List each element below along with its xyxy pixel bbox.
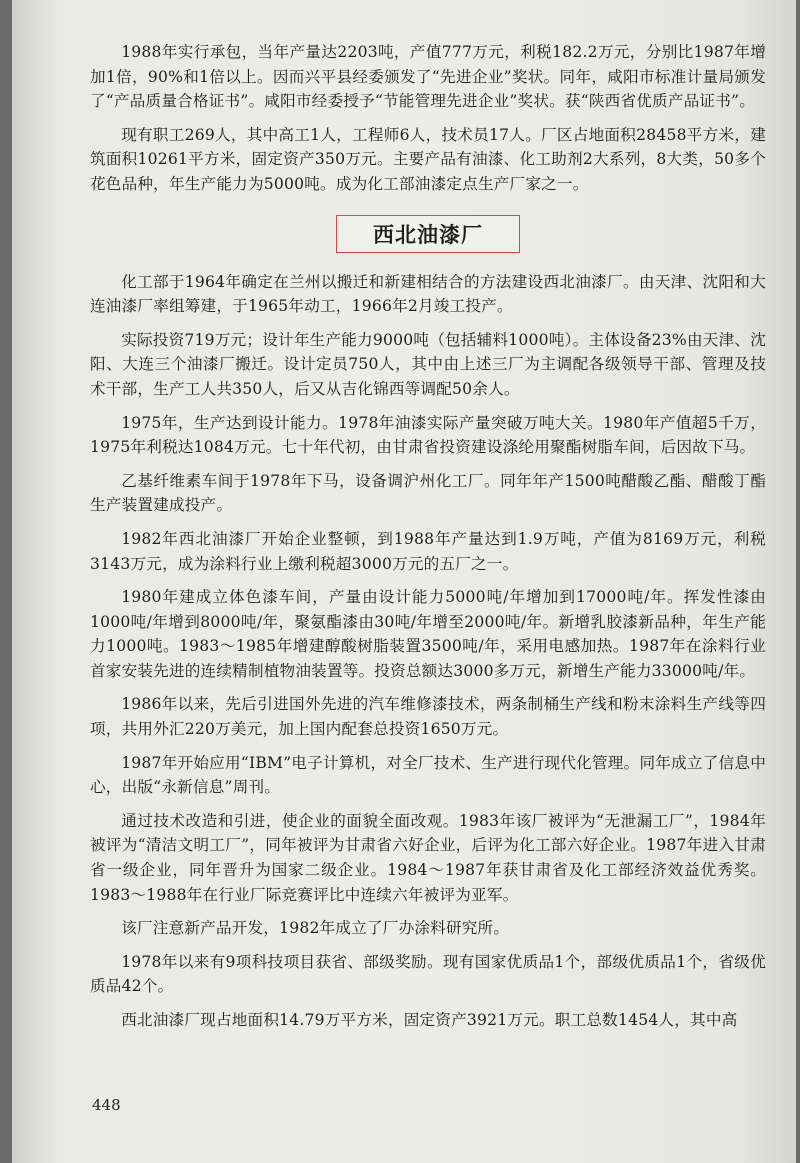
paragraph: 化工部于1964年确定在兰州以搬迁和新建相结合的方法建设西北油漆厂。由天津、沈阳和大连油漆厂率组筹建，于1965年动工，1966年2月竣工投产。 <box>90 272 766 316</box>
paragraph: 乙基纤维素车间于1978年下马，设备调沪州化工厂。同年年产1500吨醋酸乙酯、醋酸丁酯生产装置建成投产。 <box>90 471 766 515</box>
paragraph: 1988年实行承包，当年产量达2203吨，产值777万元，利税182.2万元，分别比1987年增加1倍，90%和1倍以上。因而兴平县经委颁发了“先进企业”奖状。同年，咸阳市标准计量局颁发了“产品质量合格证书”。咸阳市经委授予“节能管理先进企业”奖状。获“陕西省优质产品证书”。 <box>90 43 766 111</box>
paragraph: 该厂注意新产品开发，1982年成立了厂办涂料研究所。 <box>121 919 510 938</box>
paragraph: 1978年以来有9项科技项目获省、部级奖励。现有国家优质品1个，部级优质品1个，省级优质品42个。 <box>90 952 766 996</box>
page-number: 448 <box>92 1096 121 1114</box>
paragraph: 1975年，生产达到设计能力。1978年油漆实际产量突破万吨大关。1980年产值超5千万，1975年利税达1084万元。七十年代初，由甘肃省投资建设涤纶用聚酯树脂车间，后因故下马。 <box>90 413 766 457</box>
paragraph: 1980年建成立体色漆车间，产量由设计能力5000吨/年增加到17000吨/年。挥发性漆由1000吨/年增到8000吨/年，聚氨酯漆由30吨/年增至2000吨/年。新增乳胶漆新品种，年生产能力1000吨。1983～1985年增建醇酸树脂装置3500吨/年，采用电感加热。1987年在涂料行业首家安装先进的连续精制植物油装置等。投资总额达3000多万元，新增生产能力33000吨/年。 <box>90 588 766 680</box>
paragraph: 现有职工269人，其中高工1人，工程师6人，技术员17人。厂区占地面积28458平方米，建筑面积10261平方米，固定资产350万元。主要产品有油漆、化工助剂2大系列，8大类，50多个花色品种，年生产能力为5000吨。成为化工部油漆定点生产厂家之一。 <box>90 125 766 193</box>
paragraph: 西北油漆厂现占地面积14.79万平方米，固定资产3921万元。职工总数1454人，其中高 <box>121 1011 738 1029</box>
paragraph: 通过技术改造和引进，使企业的面貌全面改观。1983年该厂被评为“无泄漏工厂”，1984年被评为“清洁文明工厂”，同年被评为甘肃省六好企业，后评为化工部六好企业。1987年进入甘肃省一级企业，同年晋升为国家二级企业。1984～1987年获甘肃省及化工部经济效益优秀奖。1983～1988年在行业厂际竞赛评比中连续六年被评为亚军。 <box>90 811 766 904</box>
section-title: 西北油漆厂 <box>336 215 520 253</box>
paragraph: 1986年以来，先后引进国外先进的汽车维修漆技术，两条制桶生产线和粉末涂料生产线等四项，共用外汇220万美元，加上国内配套总投资1650万元。 <box>90 695 766 739</box>
book-page <box>12 0 796 1163</box>
paragraph: 实际投资719万元；设计年生产能力9000吨（包括辅料1000吨）。主体设备23%由天津、沈阳、大连三个油漆厂搬迁。设计定员750人，其中由上述三厂为主调配各级领导干部、管理及技术干部，生产工人共350人，后又从吉化锦西等调配50余人。 <box>90 330 766 398</box>
paragraph: 1982年西北油漆厂开始企业整顿，到1988年产量达到1.9万吨，产值为8169万元，利税3143万元，成为涂料行业上缴利税超3000万元的五厂之一。 <box>90 529 766 573</box>
paragraph: 1987年开始应用“IBM”电子计算机，对全厂技术、生产进行现代化管理。同年成立了信息中心，出版“永新信息”周刊。 <box>90 753 766 797</box>
section-title-wrap <box>90 215 766 253</box>
